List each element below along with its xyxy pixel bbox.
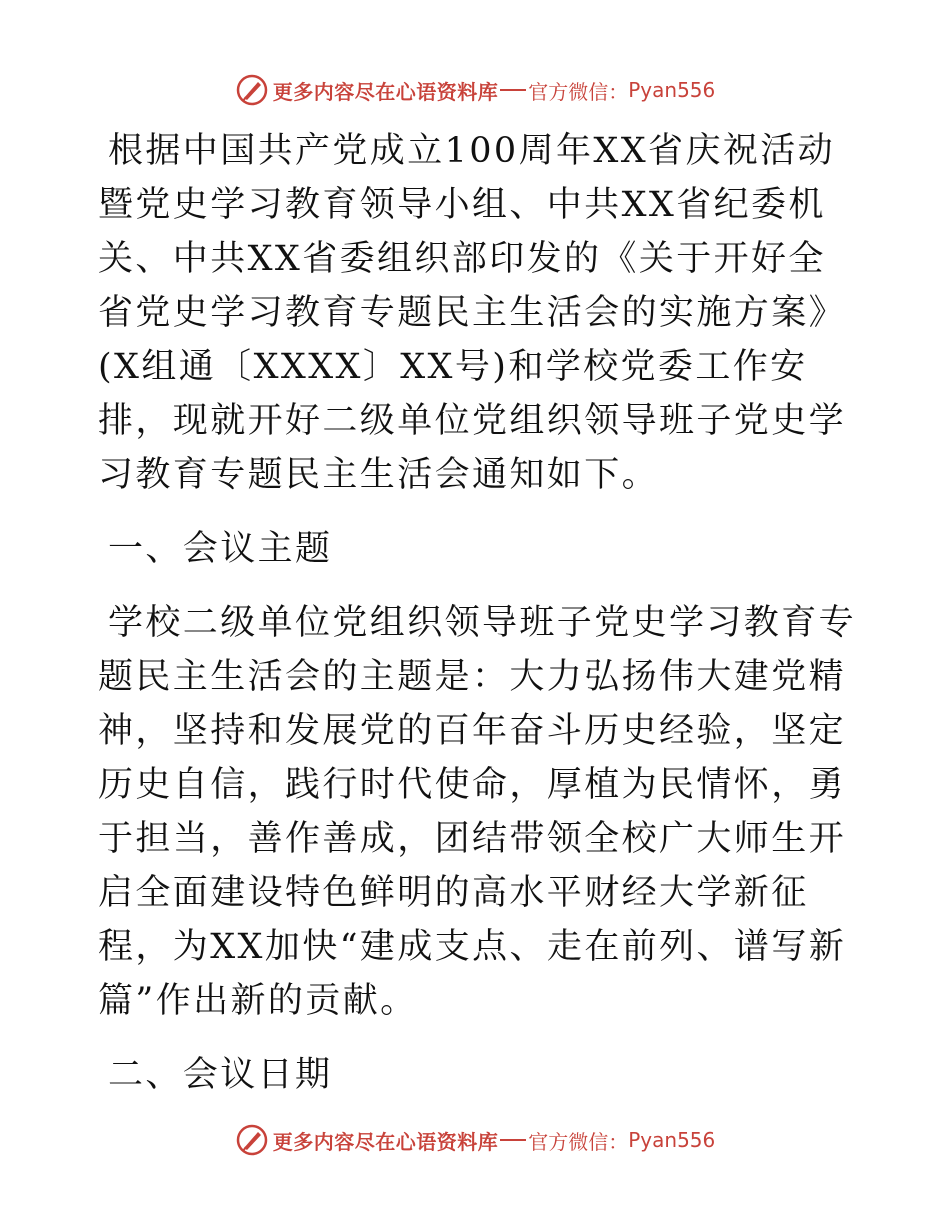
intro-paragraph: 根据中国共产党成立100周年XX省庆祝活动暨党史学习教育领导小组、中共XX省纪委机关、中共XX省委组织部印发的《关于开好全省党史学习教育专题民主生活会的实施方案》(X组通〔XXXX〕XX号)和学校党委工作安排，现就开好二级单位党组织领导班子党史学习教育专题民主生活会通知如下。	[98, 131, 847, 495]
document-body	[98, 124, 858, 1122]
banner-wechat-label: 官方微信：	[528, 1129, 629, 1154]
quill-seal-icon	[235, 73, 269, 107]
banner-wechat-id: Pyan556	[628, 1128, 716, 1152]
banner-wechat-id: Pyan556	[628, 78, 716, 102]
topic-paragraph: 学校二级单位党组织领导班子党史学习教育专题民主生活会的主题是：大力弘扬伟大建党精神，坚持和发展党的百年奋斗历史经验，坚定历史自信，践行时代使命，厚植为民情怀，勇于担当，善作善成，团结带领全校广大师生开启全面建设特色鲜明的高水平财经大学新征程，为XX加快“建成支点、走在前列、谱写新篇”作出新的贡献。	[98, 603, 857, 1021]
section-heading-topic: 一、会议主题	[108, 529, 333, 569]
banner-wechat-label: 官方微信：	[528, 79, 629, 104]
section-heading-date: 二、会议日期	[108, 1055, 333, 1095]
banner-brand-text: 更多内容尽在心语资料库	[272, 1129, 499, 1154]
banner-brand-text: 更多内容尽在心语资料库	[272, 79, 499, 104]
quill-seal-icon	[235, 1123, 269, 1157]
banner-dash	[500, 1139, 526, 1141]
banner-dash	[500, 89, 526, 91]
footer-banner	[0, 1120, 950, 1160]
header-banner	[0, 70, 950, 110]
